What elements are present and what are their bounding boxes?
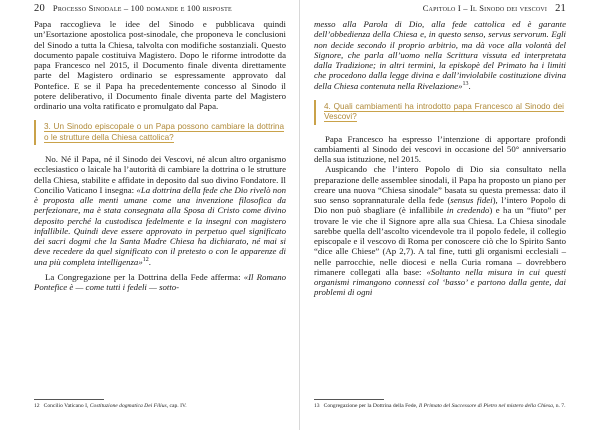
footnote-ref: 12 xyxy=(142,256,149,263)
quotation: «Il Romano Pontefice è — come tutti i fedeli — sotto- xyxy=(34,271,286,293)
paragraph: messo alla Parola di Dio, alla fede cattolica ed è garante dell’obbedienza della Chiesa e, in questo senso, servus servorum. Egli non decide secondo il proprio arbitrio, ma dà voce alla volontà del Signore, che parla all’uomo nella Scrittura vissuta ed interpretata dalla Tradizione; in altri termini, la episkopè del Primato ha i limiti che procedono dalla legge divina e dall’inviolabile costituzione divina della Chiesa contenuta nella Rivelazione»$^{13}$. xyxy=(314,19,566,91)
question-text: 3. Un Sinodo episcopale o un Papa possono cambiare la dottrina o le strutture della Chiesa cattolica? xyxy=(44,122,284,142)
footnote: 13 Congregazione per la Dottrina della Fede, Il Primato del Successore di Pietro nel mistero della Chiesa, n. 7. xyxy=(314,403,566,409)
footnote-rule xyxy=(314,399,384,400)
footnote: 12 Concilio Vaticano I, Costituzione dogmatica Dei Filius, cap. IV. xyxy=(34,403,187,409)
paragraph: No. Né il Papa, né il Sinodo dei Vescovi, né alcun altro organismo ecclesiastico o laicale ha l’autorità di cambiare la dottrina o le strutture della Chiesa, stabilite e affidate in deposito dal suo divino Fondatore. Il Concilio Vaticano I insegna: «La dottrina della fede che Dio rivelò non è proposta alle menti umane come una invenzione filosofica da perfezionare, ma è stata consegnata alla Sposa di Cristo come divino deposito perché la custodisca fedelmente e la insegni con magistero infallibile. Quindi deve essere approvato in perpetuo quel significato dei sacri dogmi che la Santa Madre Chiesa ha dichiarato, né mai si deve recedere da quel significato con il pretesto o con le apparenze di una più completa intelligenza»$^{12}$. xyxy=(34,154,286,267)
right-page-header xyxy=(314,3,566,14)
footnote-rule xyxy=(34,399,104,400)
running-head: Processo Sinodale – 100 domande e 100 risposte xyxy=(52,3,232,13)
page-number: 20 xyxy=(34,3,45,14)
left-page-header xyxy=(34,3,286,14)
page-number: 21 xyxy=(555,3,566,14)
question-text: 4. Quali cambiamenti ha introdotto papa Francesco al Sinodo dei Vescovi? xyxy=(324,101,564,122)
question-heading-4 xyxy=(314,100,566,125)
quotation: «Soltanto nella misura in cui questi organismi rimangono connessi col ‘basso’ e partono dalla gente, dai problemi di ogni xyxy=(314,266,566,298)
paragraph: Auspicando che l’intero Popolo di Dio sia consultato nella preparazione delle assemblee sinodali, il Papa ha proposto un piano per creare una nuova “Chiesa sinodale” basata su questa premessa: dato il suo senso soprannaturale della fede (sensus fidei), l’intero Popolo di Dio non può sbagliare (è infallibile in credendo) e ha un “fiuto” per trovare le vie che il Signore apre alla sua Chiesa. La Chiesa sinodale sarebbe quella dell’ascolto vicendevole tra il popolo fedele, il collegio episcopale e il vescovo di Roma per conoscere ciò che lo Spirito Santo “dice alle Chiese” (Ap 2,7). A tal fine, tutti gli organismi ecclesiali – nelle parrocchie, nelle diocesi e nella Curia romana – dovrebbero rimanere collegati alla base: «Soltanto nella misura in cui questi organismi rimangono connessi col ‘basso’ e partono dalla gente, dai problemi di ogni xyxy=(314,164,566,298)
paragraph: La Congregazione per la Dottrina della Fede afferma: «Il Romano Pontefice è — come tutti i fedeli — sotto- xyxy=(34,271,286,293)
question-heading-3 xyxy=(34,120,286,145)
quotation: «La dottrina della fede che Dio rivelò non è proposta alle menti umane come una invenzione filosofica da perfezionare, ma è stata consegnata alla Sposa di Cristo come divino deposito perché la custodisca fedelmente e la insegni con magistero infallibile. Quindi deve essere approvato in perpetuo quel significato dei sacri dogmi che la Santa Madre Chiesa ha dichiarato, né mai si deve recedere da quel significato con il pretesto o con le apparenze di una più completa intelligenza» xyxy=(34,184,286,267)
footnotes xyxy=(314,399,566,410)
right-page-body xyxy=(314,19,566,298)
footnotes xyxy=(34,399,286,410)
paragraph: Papa raccoglieva le idee del Sinodo e pubblicava quindi un’Esortazione apostolica post-sinodale, che proponeva le conclusioni del Sinodo a tutta la Chiesa, talvolta con modifiche sostanziali. Questo documento papale costituiva Magistero. Dopo le riforme introdotte da papa Francesco nel 2015, il Documento finale diventa direttamente parte del Magistero ordinario se espressamente approvato dal Pontefice. E se il Papa ha precedentemente concesso al Sinodo il potere deliberativo, il Documento finale diventa parte del Magistero ordinario una volta ratificato e promulgato dal Papa. xyxy=(34,19,286,111)
right-page xyxy=(300,0,600,430)
left-page-body xyxy=(34,19,286,292)
footnote-ref: 13 xyxy=(462,80,469,87)
paragraph: Papa Francesco ha espresso l’intenzione di apportare profondi cambiamenti al Sinodo dei vescovi in occasione del 50° anniversario della sua istituzione, nel 2015. xyxy=(314,133,566,165)
running-head: Capitolo I – Il Sinodo dei vescovi xyxy=(422,3,548,13)
quotation: messo alla Parola di Dio, alla fede cattolica ed è garante dell’obbedienza della Chiesa e, in questo senso, servus servorum. Egli non decide secondo il proprio arbitrio, ma dà voce alla volontà del Signore, che parla all’uomo nella Scrittura vissuta ed interpretata dalla Tradizione; in altri termini, la episkopè del Primato ha i limiti che procedono dalla legge divina e dall’inviolabile costituzione divina della Chiesa contenuta nella Rivelazione» xyxy=(314,19,566,91)
